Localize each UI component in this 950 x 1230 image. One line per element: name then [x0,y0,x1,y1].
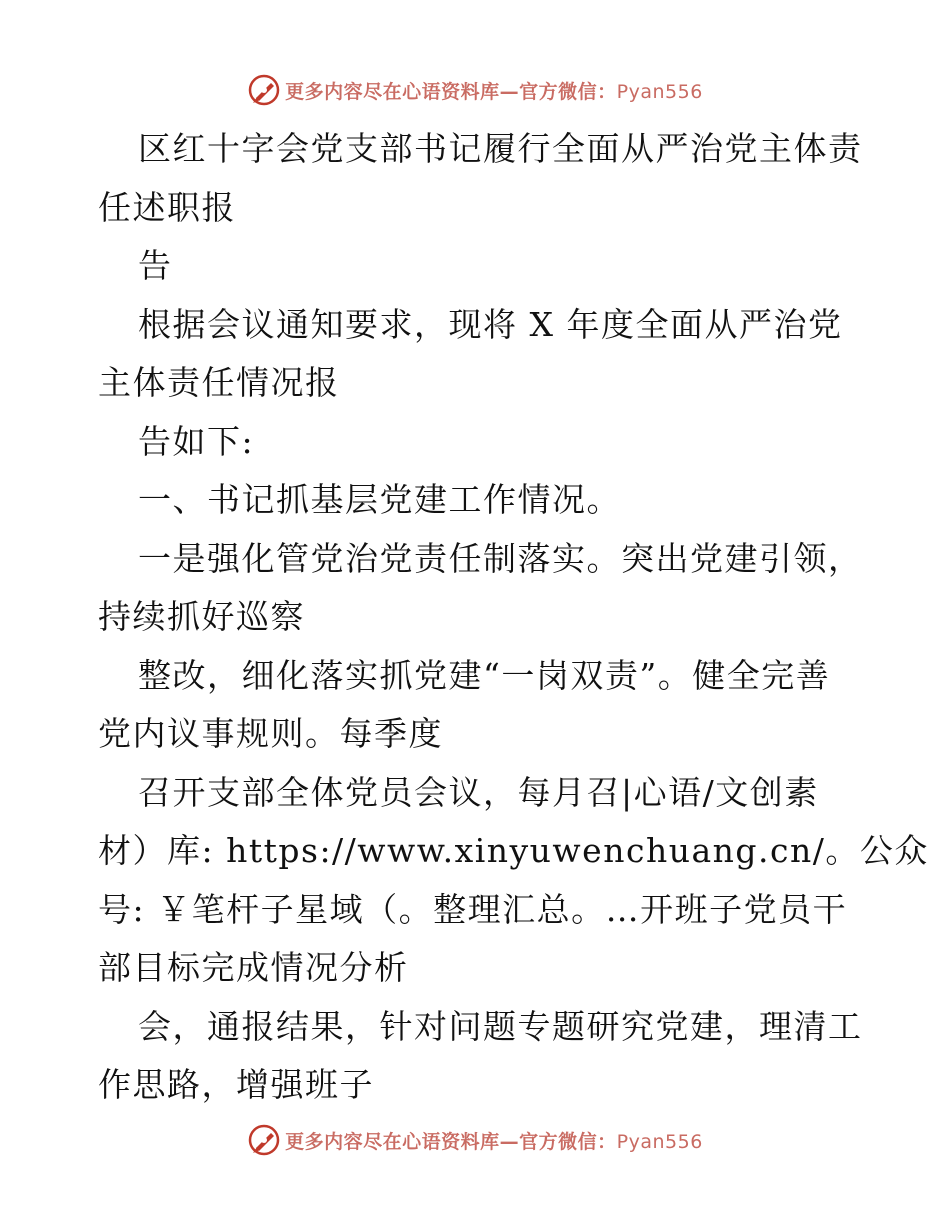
header-banner-wechat-id: Pyan556 [616,80,703,103]
text-line: 号: ￥笔杆子星域（。整理汇总。…开班子党员干 [98,889,848,929]
text-line: 区红十字会党支部书记履行全面从严治党主体责 [138,129,863,168]
text-line: 告 [138,246,173,285]
text-line: 一、书记抓基层党建工作情况。 [138,480,621,519]
text-line: 主体责任情况报 [98,363,340,402]
text-line: 作思路，增强班子 [98,1065,374,1104]
text-line: 材）库: https://www.xinyuwenchuang.cn/。公众 [98,831,929,870]
footer-banner-label: 更多内容尽在心语资料库—官方微信： [285,1130,617,1153]
document-body [98,120,929,1115]
text-line: 整改，细化落实抓党建“一岗双责”。健全完善 [138,655,831,695]
header-banner [0,70,950,110]
text-line: 根据会议通知要求，现将 X 年度全面从严治党 [138,304,843,344]
text-line: 一是强化管党治党责任制落实。突出党建引领， [138,538,863,578]
text-line: 告如下: [138,421,255,461]
header-banner-label: 更多内容尽在心语资料库—官方微信： [285,80,617,103]
text-line: 任述职报 [98,187,236,227]
text-line: 召开支部全体党员会议，每月召|心语/文创素 [138,772,819,812]
header-banner-text [285,77,703,104]
text-line: 会，通报结果，针对问题专题研究党建，理清工 [138,1006,863,1046]
text-line: 持续抓好巡察 [98,597,305,636]
text-line: 部目标完成情况分析 [98,948,409,987]
footer-banner [0,1120,950,1160]
pen-logo-icon [247,73,281,107]
text-line: 党内议事规则。每季度 [98,714,443,753]
footer-banner-text [285,1127,703,1154]
pen-logo-icon [247,1123,281,1157]
footer-banner-wechat-id: Pyan556 [616,1130,703,1153]
